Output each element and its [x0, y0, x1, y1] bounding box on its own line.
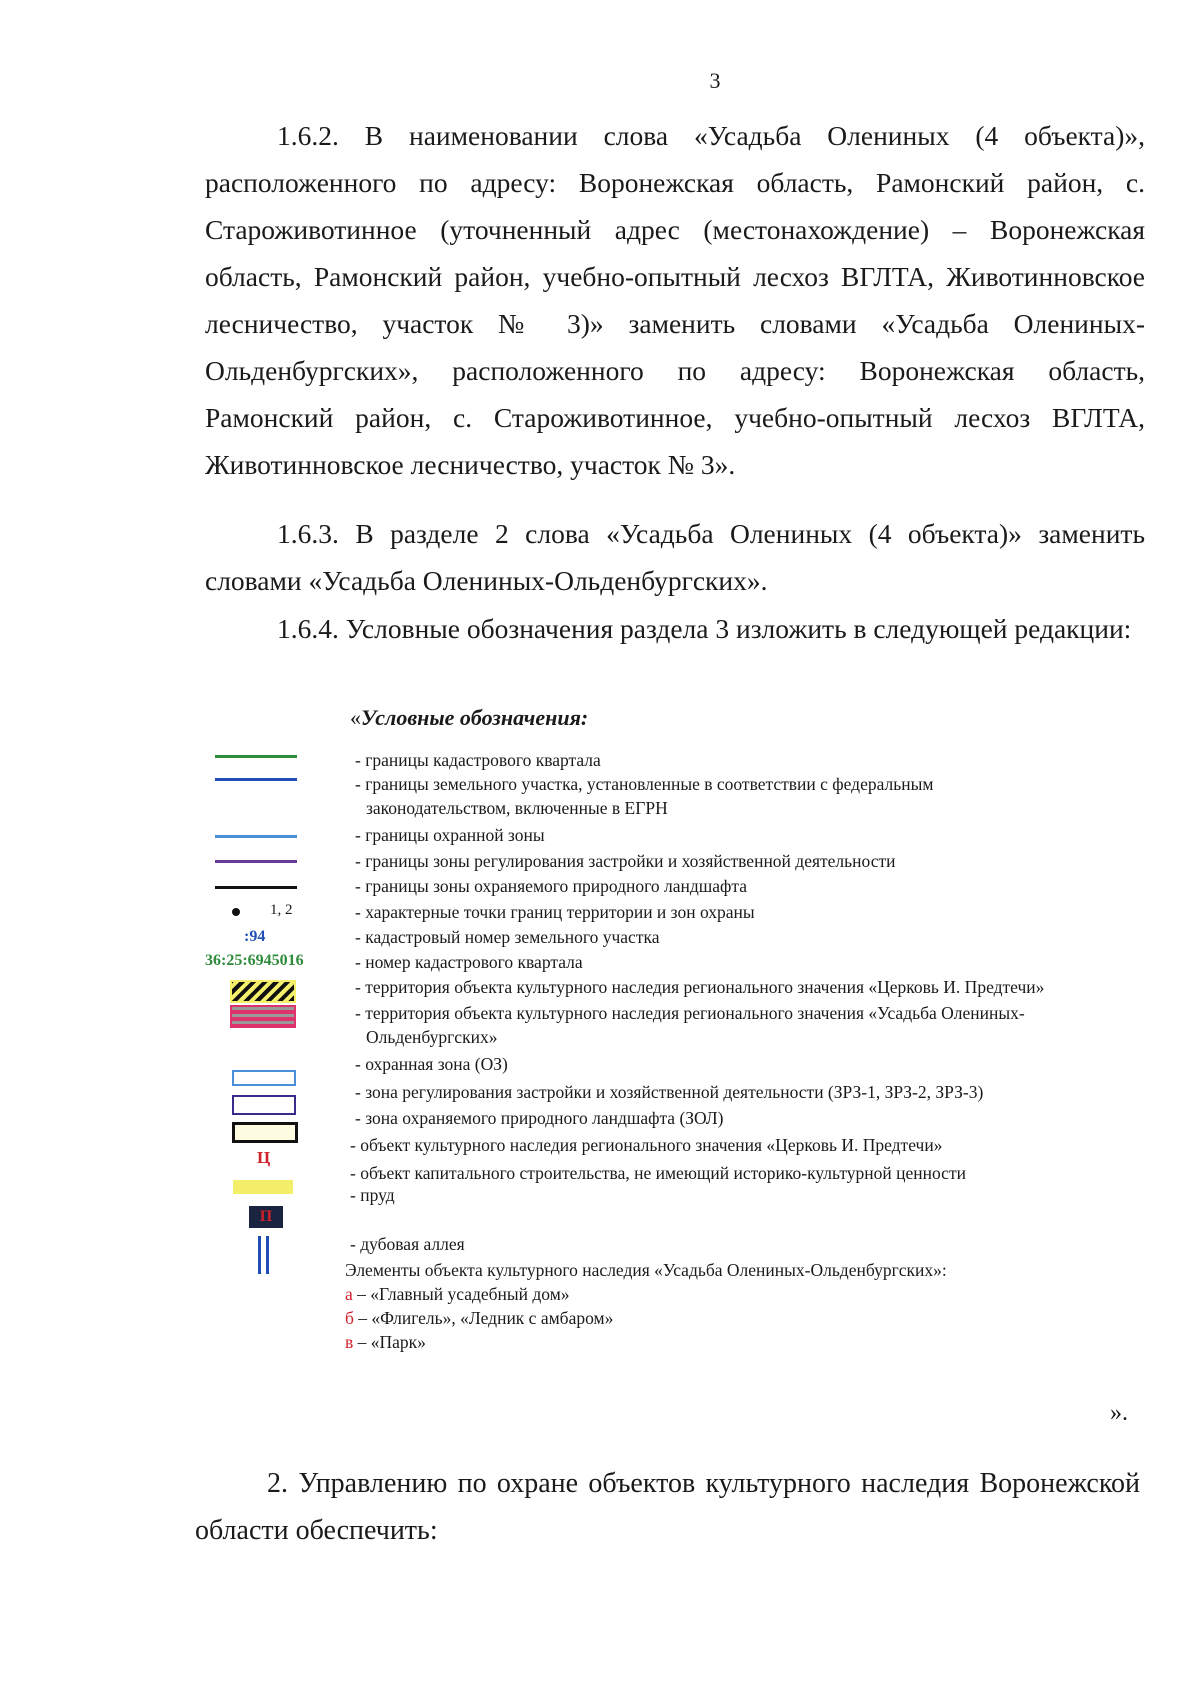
paragraph-2-text: 2. Управлению по охране объектов культурного наследия Воронежской области обеспечить: — [195, 1468, 1140, 1546]
legend-item-protection-zone: - охранная зона (ОЗ) — [355, 1054, 508, 1074]
quarter-number-label: 36:25:6945016 — [205, 952, 304, 969]
heritage-element-b — [345, 1306, 947, 1330]
estate-territory-stripe-symbol — [230, 1005, 296, 1028]
church-territory-hatch-symbol — [230, 980, 296, 1003]
legend-item-land-parcel-line2: законодательством, включенные в ЕГРН — [366, 798, 668, 818]
legend-item-parcel-number: - кадастровый номер земельного участка — [355, 927, 660, 947]
legend-item-cadastral-quarter: - границы кадастрового квартала — [355, 750, 601, 770]
legend-item-regulation-zone-border: - границы зоны регулирования застройки и хозяйственной деятельности — [355, 851, 896, 871]
oak-alley-symbol — [258, 1236, 261, 1274]
regulation-zone-box-symbol — [232, 1095, 296, 1115]
legend-item-protection-zone-border: - границы охранной зоны — [355, 825, 545, 845]
paragraph-1-6-2 — [205, 112, 1145, 488]
church-object-symbol: Ц — [257, 1148, 271, 1167]
legend-item-capital-construction: - объект капитального строительства, не имеющий историко-культурной ценности — [350, 1163, 966, 1183]
page-number: 3 — [709, 68, 721, 93]
land-parcel-line-symbol — [215, 778, 297, 781]
heritage-element-v — [345, 1330, 947, 1354]
cadastral-quarter-line-symbol — [215, 755, 297, 758]
heritage-element-b-text: – «Флигель», «Ледник с амбаром» — [353, 1308, 614, 1328]
regulation-zone-line-symbol — [215, 860, 297, 863]
legend-item-land-parcel-line1: - границы земельного участка, установленные в соответствии с федеральным — [355, 774, 934, 794]
legend-item-estate-territory-line2: Ольденбургских» — [366, 1027, 498, 1047]
closing-quote: ». — [1110, 1400, 1128, 1426]
landscape-zone-box-symbol — [232, 1122, 298, 1143]
legend-item-church-territory: - территория объекта культурного наследия регионального значения «Церковь И. Предтечи» — [355, 977, 1045, 997]
legend-item-landscape-zone: - зона охраняемого природного ландшафта (ЗОЛ) — [355, 1108, 724, 1128]
paragraph-1-6-4 — [205, 605, 1145, 652]
heritage-element-b-letter: б — [345, 1308, 354, 1328]
legend-item-estate-territory-line1: - территория объекта культурного наследия регионального значения «Усадьба Олениных- — [355, 1003, 1025, 1023]
parcel-number-label: :94 — [244, 928, 266, 945]
protection-zone-box-symbol — [232, 1070, 296, 1086]
legend-title-text: Условные обозначения: — [361, 705, 589, 730]
legend-item-oak-alley: - дубовая аллея — [350, 1234, 465, 1254]
landscape-zone-line-symbol — [215, 886, 297, 889]
paragraph-1-6-3-text: 1.6.3. В разделе 2 слова «Усадьба Олениных (4 объекта)» заменить словами «Усадьба Олениных-Ольденбургских». — [205, 518, 1145, 596]
paragraph-1-6-2-text: 1.6.2. В наименовании слова «Усадьба Олениных (4 объекта)», расположенного по адресу: Воронежская область, Рамонский район, с. Староживотинное (уточненный адрес (местонахождение) – Воронежская область, Рамонский район, учебно-опытный лесхоз ВГЛТА, Животинновское лесничество, участок № 3)» заменить словами «Усадьба Олениных-Ольденбургских», расположенного по адресу: Воронежская область, Рамонский район, с. Староживотинное, учебно-опытный лесхоз ВГЛТА, Животинновское лесничество, участок № 3». — [205, 120, 1145, 480]
legend-item-estate-territory — [355, 1001, 1155, 1049]
legend-title — [350, 705, 588, 731]
heritage-element-a-letter: а — [345, 1284, 353, 1304]
heritage-element-a — [345, 1282, 947, 1306]
legend-item-quarter-number: - номер кадастрового квартала — [355, 952, 583, 972]
point-dot-symbol — [232, 908, 240, 916]
legend-open-quote: « — [350, 705, 361, 730]
point-numbers-label: 1, 2 — [270, 902, 293, 918]
legend-item-pond: - пруд — [350, 1185, 395, 1205]
legend-item-regulation-zone: - зона регулирования застройки и хозяйственной деятельности (ЗРЗ-1, ЗРЗ-2, ЗРЗ-3) — [355, 1082, 984, 1102]
protection-zone-line-symbol — [215, 835, 297, 838]
paragraph-1-6-3 — [205, 510, 1145, 604]
legend-item-land-parcel — [355, 772, 1155, 820]
legend-item-landscape-zone-border: - границы зоны охраняемого природного ландшафта — [355, 876, 747, 896]
heritage-elements-block — [345, 1258, 947, 1354]
heritage-elements-heading: Элементы объекта культурного наследия «Усадьба Олениных-Ольденбургских»: — [345, 1260, 947, 1280]
legend-item-boundary-points: - характерные точки границ территории и зон охраны — [355, 902, 755, 922]
pond-symbol: П — [249, 1206, 283, 1228]
capital-construction-symbol — [233, 1180, 293, 1194]
paragraph-1-6-4-text: 1.6.4. Условные обозначения раздела 3 изложить в следующей редакции: — [277, 613, 1132, 644]
heritage-element-a-text: – «Главный усадебный дом» — [352, 1284, 570, 1304]
heritage-element-v-letter: в — [345, 1332, 354, 1352]
legend-item-church-object: - объект культурного наследия регионального значения «Церковь И. Предтечи» — [350, 1135, 943, 1155]
heritage-element-v-text: – «Парк» — [353, 1332, 426, 1352]
paragraph-2 — [195, 1460, 1140, 1554]
